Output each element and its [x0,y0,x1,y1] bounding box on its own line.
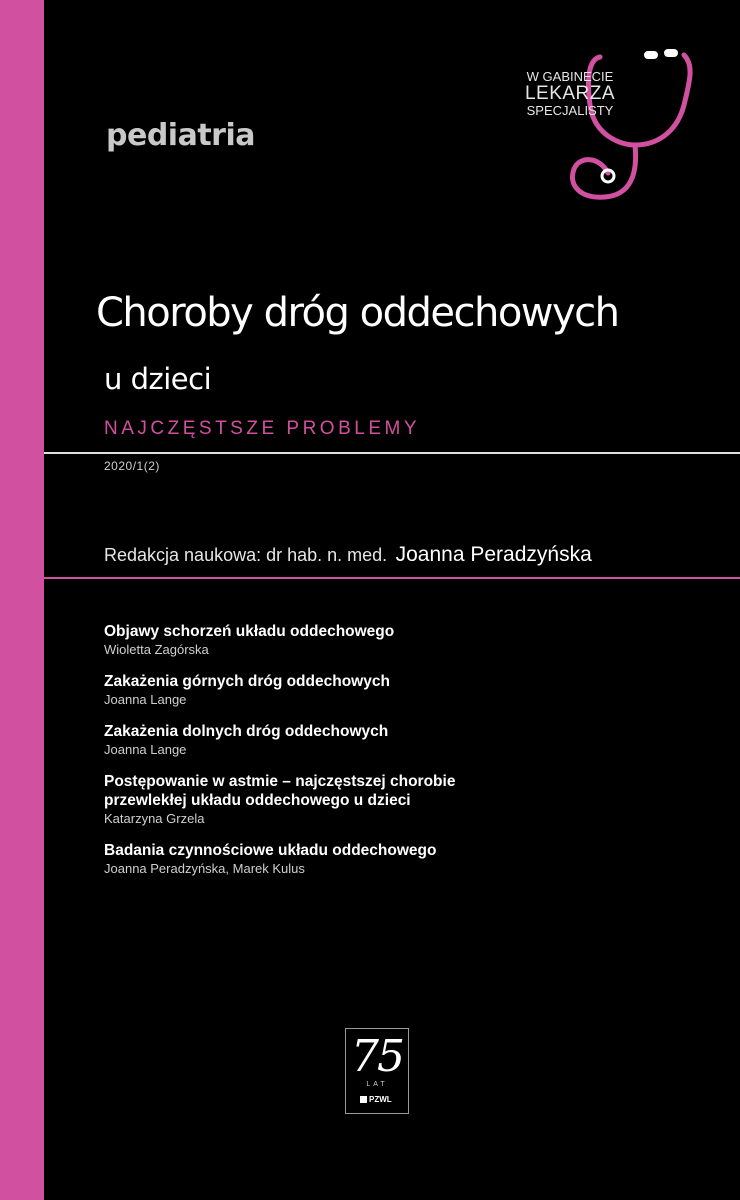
publisher-anniversary-badge [345,1028,409,1114]
toc-item [104,672,704,708]
publisher-brand-text: PZWL [369,1095,392,1104]
logo-line-2: LEKARZA [524,82,616,104]
toc-item-author: Katarzyna Grzela [104,811,205,826]
toc-item-title: Zakażenia górnych dróg oddechowych [104,673,390,690]
logo-line-1: W GABINECIE [526,69,614,84]
toc-item [104,772,704,827]
table-of-contents [104,622,704,891]
toc-item-author: Joanna Peradzyńska, Marek Kulus [104,861,305,876]
publisher-logo-icon [360,1096,367,1103]
issue-number: 2020/1(2) [104,459,160,473]
editor-name: Joanna Peradzyńska [395,543,592,566]
book-subtitle: u dzieci [104,362,212,396]
badge-sub: LAT [366,1081,388,1088]
logo-line-3: SPECJALISTY [526,102,614,118]
divider-white [44,452,740,454]
toc-item [104,722,704,758]
series-name: pediatria [106,118,255,153]
editor-label: Redakcja naukowa: dr hab. n. med. [104,545,388,565]
toc-item-title: Postępowanie w astmie – najczęstszej chorobie przewlekłej układu oddechowego u dzieci [104,773,456,809]
book-tagline: NAJCZĘSTSZE PROBLEMY [104,418,420,439]
toc-item-author: Joanna Lange [104,742,187,757]
publisher-brand [360,1095,392,1104]
toc-item-author: Joanna Lange [104,692,187,707]
editor-credit [104,543,592,567]
book-title: Choroby dróg oddechowych [96,290,619,336]
divider-pink [44,577,740,579]
toc-item-title: Objawy schorzeń układu oddechowego [104,623,395,640]
badge-number: 75 [351,1031,403,1082]
toc-item-author: Wioletta Zagórska [104,642,209,657]
toc-item-title: Zakażenia dolnych dróg oddechowych [104,723,389,740]
toc-item [104,841,704,877]
toc-item [104,622,704,658]
series-logo [515,70,625,117]
toc-item-title: Badania czynnościowe układu oddechowego [104,842,437,859]
spine-stripe [0,0,44,1200]
